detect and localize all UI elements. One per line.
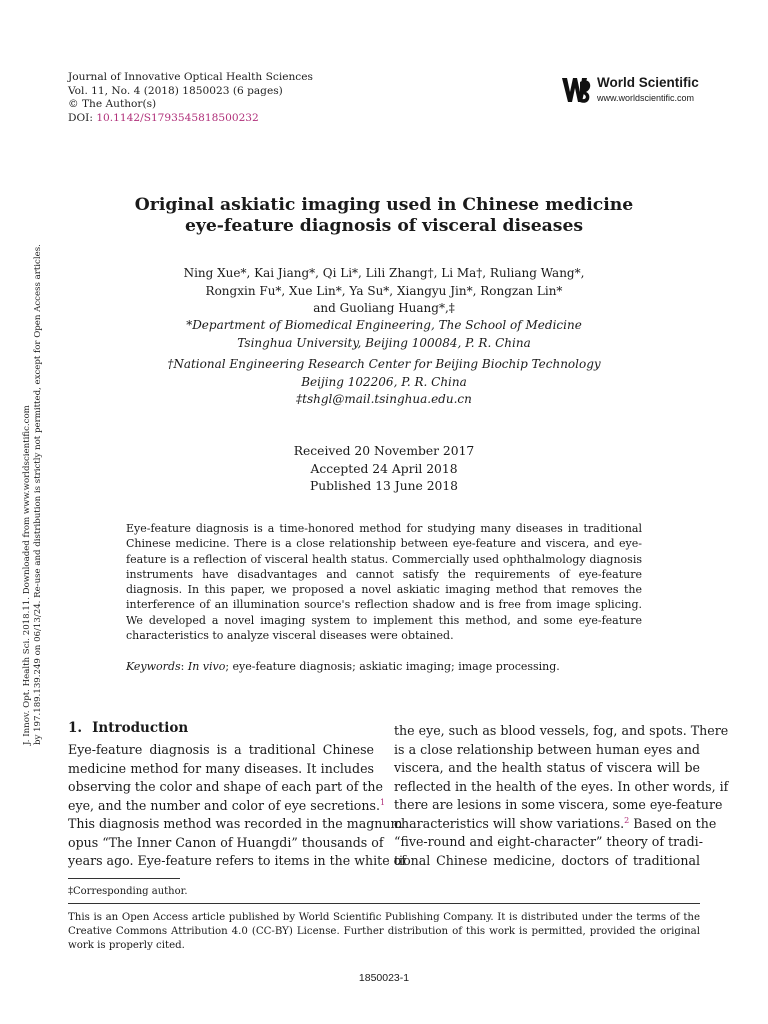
accepted-date: Accepted 24 April 2018: [310, 461, 458, 476]
doi-line: [68, 112, 313, 126]
author-list: [100, 265, 668, 318]
affiliation-1-line-1: *Department of Biomedical Engineering, The School of Medicine: [186, 318, 582, 332]
right-line-1: the eye, such as blood vessels, fog, and spots. There: [394, 723, 729, 738]
body-column-right: [394, 722, 729, 870]
right-line-6-tail: Based on the: [629, 815, 717, 831]
left-line-6: opus “The Inner Canon of Huangdi” thousands of: [68, 834, 384, 850]
right-line-7: “five-round and eight-character” theory of tradi-: [394, 834, 703, 849]
left-line-4: [68, 797, 386, 816]
publisher-name: World Scientific: [597, 75, 699, 90]
side-note-line-2: by 197.189.139.249 on 06/13/24. Re-use and distribution is strictly not permitted, except for Open Access articles.: [33, 244, 43, 745]
citation-1[interactable]: 1: [379, 797, 386, 807]
affiliation-2-line-1: †National Engineering Research Center for Beijing Biochip Technology: [167, 357, 601, 371]
footnote-rule: [68, 878, 180, 879]
abstract: Eye-feature diagnosis is a time-honored method for studying many diseases in traditional Chinese medicine. There is a close relationship between eye-feature and viscera, and eye-feature is a reflection of visceral health status. Commercially used ophthalmology diagnosis instruments have disadvantages and cannot satisfy the requirements of eye-feature diagnosis. In this paper, we proposed a novel askiatic imaging method that removes the interference of an illumination source's reflection shadow and is free from image splicing. We developed a novel imaging system to implement this method, and some eye-feature characteristics to analyze visceral diseases were obtained.: [126, 522, 642, 643]
section-heading-introduction: [68, 720, 188, 736]
affiliation-2-line-2: Beijing 102206, P. R. China: [301, 374, 467, 389]
right-line-6-text: characteristics will show variations.: [394, 815, 625, 831]
affiliation-1-line-2: Tsinghua University, Beijing 100084, P. R. China: [237, 335, 531, 350]
publication-dates: [100, 443, 668, 496]
download-side-note: [22, 244, 52, 745]
left-line-7: years ago. Eye-feature refers to items in the white of: [68, 853, 406, 868]
paper-title: [100, 195, 668, 237]
doi-label: DOI:: [68, 111, 93, 124]
affiliation-1: [100, 317, 668, 352]
authors-line-3: and Guoliang Huang*,‡: [313, 301, 455, 315]
keywords-label: Keywords: [126, 660, 181, 673]
right-line-3: viscera, and the health status of viscera will be: [394, 760, 700, 775]
authors-line-2: Rongxin Fu*, Xue Lin*, Ya Su*, Xiangyu Jin*, Rongzan Lin*: [205, 283, 563, 298]
volume-line: Vol. 11, No. 4 (2018) 1850023 (6 pages): [68, 84, 283, 97]
published-date: Published 13 June 2018: [309, 479, 459, 493]
left-line-3: observing the color and shape of each part of the: [68, 779, 383, 794]
body-column-left: [68, 741, 406, 871]
publisher-url: www.worldscientific.com: [597, 93, 695, 103]
publisher-logo[interactable]: [560, 72, 710, 108]
left-line-2: medicine method for many diseases. It includes: [68, 760, 374, 776]
keyword-in-vivo: In vivo: [187, 660, 226, 673]
section-title: Introduction: [92, 720, 189, 736]
world-scientific-logo-icon: [560, 72, 594, 108]
keywords-colon: :: [180, 660, 188, 673]
license-rule: [68, 903, 700, 904]
left-line-1: Eye-feature diagnosis is a traditional Chinese: [68, 742, 374, 757]
side-note-line-1: J. Innov. Opt. Health Sci. 2018.11. Downloaded from www.worldscientific.com: [22, 405, 32, 745]
citation-2[interactable]: 2: [624, 815, 630, 825]
page-number: 1850023-1: [358, 972, 410, 984]
right-line-4: reflected in the health of the eyes. In other words, if: [394, 778, 729, 794]
license-notice: This is an Open Access article published by World Scientific Publishing Company. It is distributed under the terms of the Creative Commons Attribution 4.0 (CC-BY) License. Further distribution of this work is permitted, provided the original work is properly cited.: [68, 912, 700, 951]
right-line-8: tional Chinese medicine, doctors of traditional: [394, 852, 700, 868]
authors-line-1: Ning Xue*, Kai Jiang*, Qi Li*, Lili Zhang†, Li Ma†, Ruliang Wang*,: [183, 266, 585, 280]
section-number: 1.: [68, 720, 83, 736]
doi-link[interactable]: 10.1142/S1793545818500232: [96, 111, 259, 124]
right-line-2: is a close relationship between human eyes and: [394, 741, 700, 757]
right-line-5: there are lesions in some viscera, some eye-feature: [394, 797, 723, 812]
keywords-rest: ; eye-feature diagnosis; askiatic imaging; image processing.: [225, 660, 560, 673]
right-line-6: [394, 815, 717, 834]
copyright-line: © The Author(s): [68, 98, 157, 111]
received-date: Received 20 November 2017: [293, 444, 475, 458]
title-line-2: eye-feature diagnosis of visceral diseases: [184, 216, 584, 236]
corresponding-author-footnote: ‡Corresponding author.: [68, 886, 188, 897]
left-line-5: This diagnosis method was recorded in the magnum: [68, 816, 403, 831]
journal-name: Journal of Innovative Optical Health Sciences: [68, 71, 313, 83]
keywords: [126, 659, 642, 674]
corresponding-email[interactable]: ‡tshgl@mail.tsinghua.edu.cn: [296, 392, 472, 406]
title-line-1: Original askiatic imaging used in Chinese medicine: [134, 195, 634, 215]
journal-header: [68, 71, 313, 125]
left-line-4-text: eye, and the number and color of eye secretions.: [68, 797, 380, 813]
affiliation-2: [100, 356, 668, 409]
